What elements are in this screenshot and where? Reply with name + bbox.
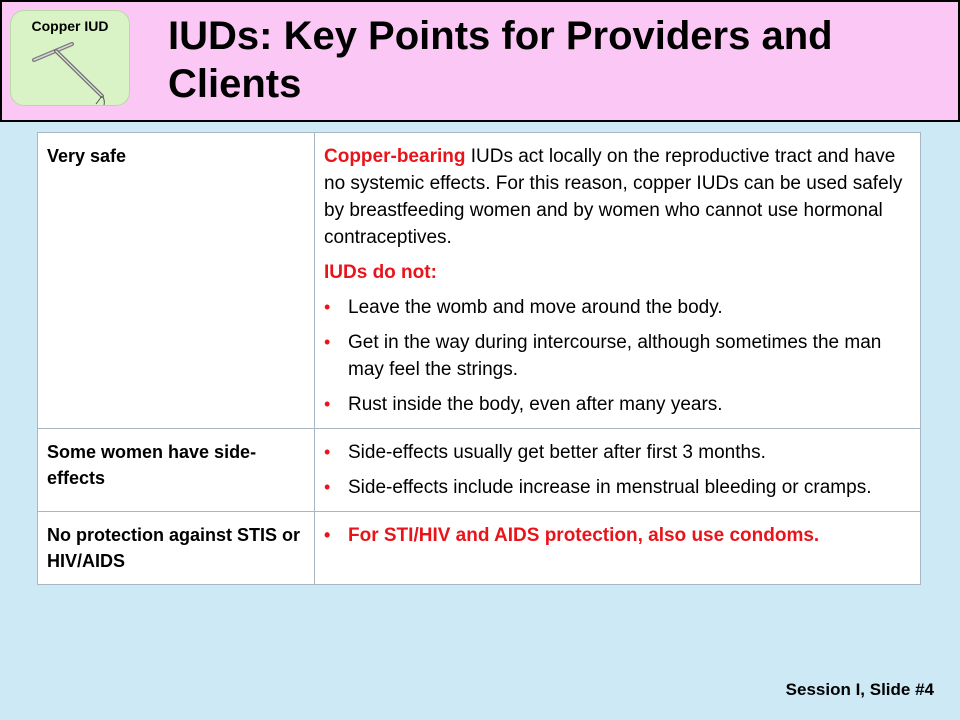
badge-label: Copper IUD [31,18,109,34]
row-content [315,512,921,585]
paragraph-text: IUDs act locally on the reproductive tract and have no systemic effects. For this reason, copper IUDs can be used safely by breastfeeding women and by women who cannot use hormonal contraceptives. [324,146,903,248]
row-label: Some women have side-effects [38,429,315,512]
bullet-list [324,294,911,418]
list-item: • For STI/HIV and AIDS protection, also use condoms. [324,522,911,549]
slide-header [0,0,960,122]
bullet-list [324,439,911,501]
intro-paragraph [324,143,911,251]
row-content [315,429,921,512]
bullet-list [324,522,911,549]
row-label: Very safe [38,133,315,429]
highlight-text: Copper-bearing [324,146,466,167]
list-item: • Leave the womb and move around the body. [324,294,911,321]
list-item: • Side-effects include increase in menstrual bleeding or cramps. [324,474,911,501]
list-item: • Side-effects usually get better after first 3 months. [324,439,911,466]
table-row [38,429,921,512]
list-item: • Get in the way during intercourse, although sometimes the man may feel the strings. [324,329,911,383]
copper-iud-badge [10,10,130,106]
slide-number: Session I, Slide #4 [785,680,934,699]
table-row [38,133,921,429]
table-row [38,512,921,585]
subheading: IUDs do not: [324,262,437,283]
list-item: • Rust inside the body, even after many years. [324,391,911,418]
slide-title: IUDs: Key Points for Providers and Clients [168,14,833,106]
row-content [315,133,921,429]
key-points-table [37,132,921,585]
iud-device-icon [10,10,130,106]
row-label: No protection against STIS or HIV/AIDS [38,512,315,585]
